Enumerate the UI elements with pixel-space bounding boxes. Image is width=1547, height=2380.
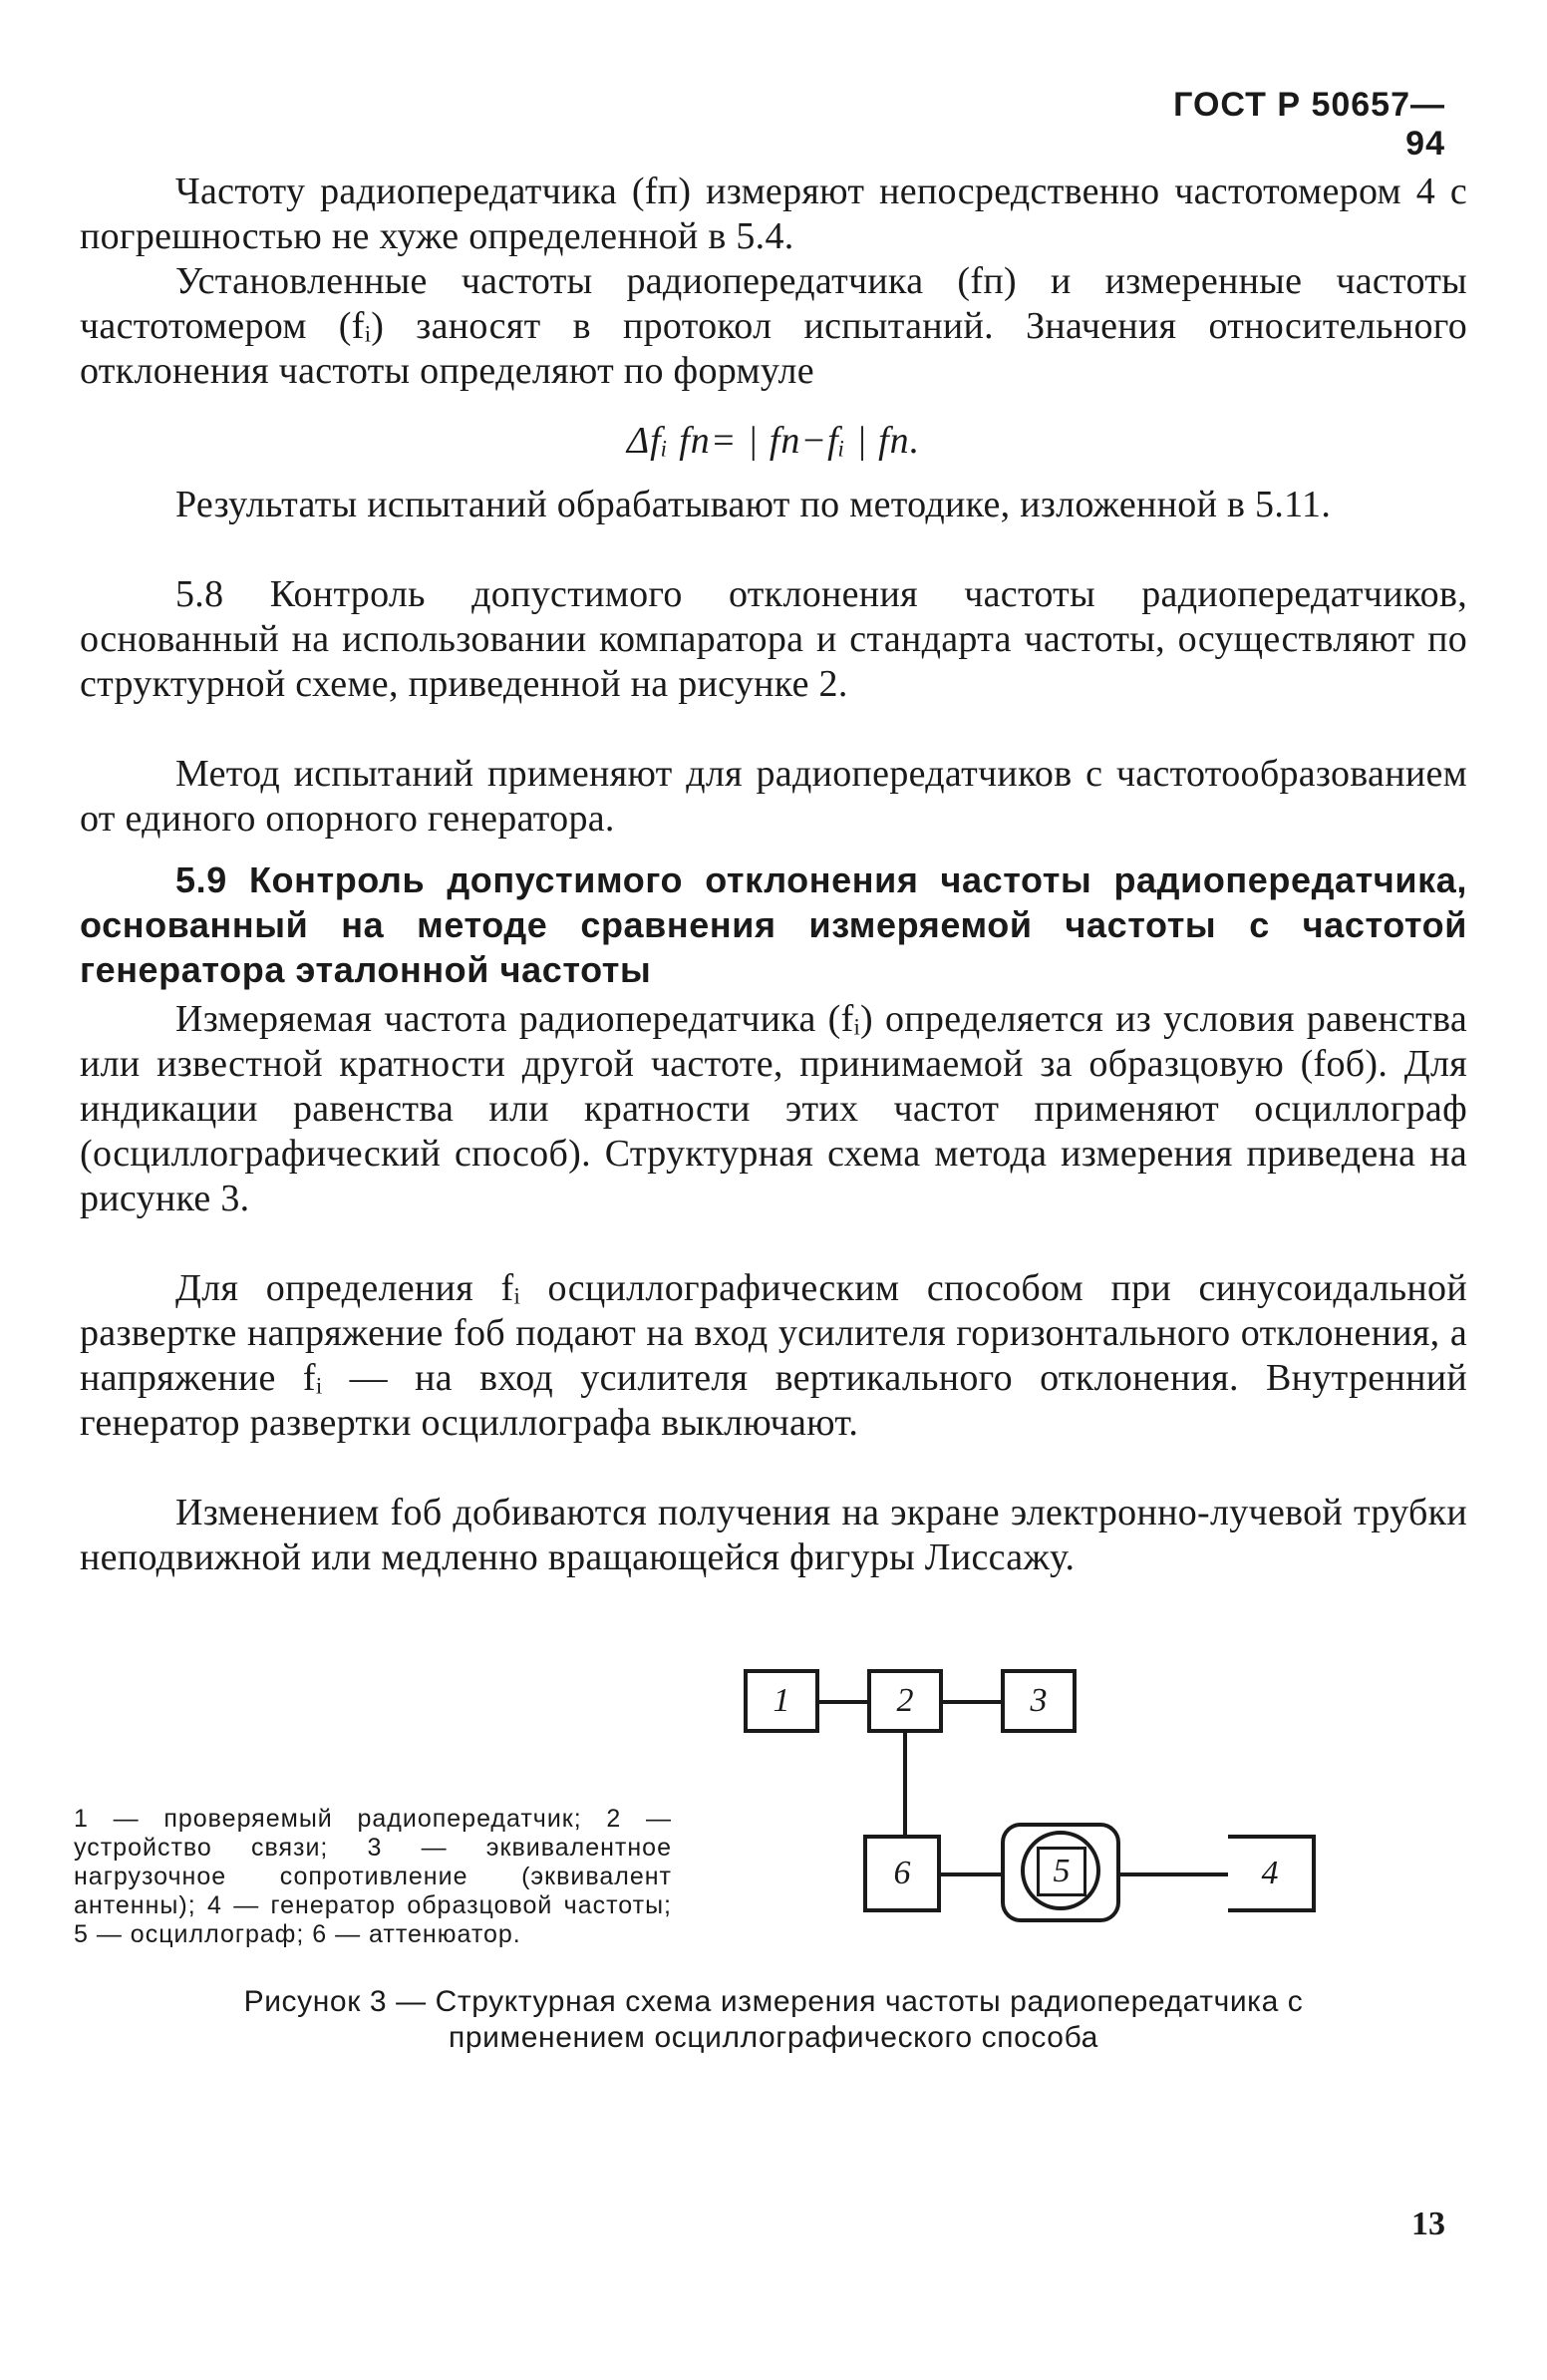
paragraph-protocol: Установленные частоты радиопередатчика (fп) и измеренные частоты частотомером (fᵢ) заносят в протокол испытаний. Значения относительного отклонения частоты определяют по формуле (80, 260, 1467, 392)
section-heading-5-9: 5.9 Контроль допустимого отклонения частоты радиопередатчика, основанный на методе сравнения измеряемой частоты с частотой генератора эталонной частоты (80, 859, 1467, 990)
block-5-label: 5 (1053, 1853, 1071, 1889)
block-2-coupling-device (867, 1669, 943, 1733)
connector-2-3 (939, 1700, 1003, 1704)
connector-1-2 (815, 1700, 869, 1704)
paragraph-results: Результаты испытаний обрабатывают по методике, изложенной в 5.11. (175, 484, 1332, 525)
block-2-label: 2 (896, 1682, 914, 1719)
block-3-label: 3 (1030, 1682, 1048, 1719)
caption-line-1: Рисунок 3 — Структурная схема измерения частоты радиопередатчика с (243, 1985, 1304, 2018)
paragraph-frequency-measurement: Частоту радиопередатчика (fп) измеряют непосредственно частотомером 4 с погрешностью не хуже определенной в 5.4. (80, 170, 1467, 257)
block-diagram (738, 1655, 1336, 1934)
paragraph-section-5-8: 5.8 Контроль допустимого отклонения частоты радиопередатчиков, основанный на использовании компаратора и стандарта частоты, осуществляют по структурной схеме, приведенной на рисунке 2. (80, 573, 1467, 705)
connector-2-6 (903, 1731, 907, 1837)
block-6-attenuator (863, 1835, 941, 1912)
caption-line-2: применением осциллографического способа (449, 2021, 1098, 2054)
block-6-label: 6 (893, 1855, 911, 1891)
block-1-label: 1 (773, 1682, 790, 1719)
block-4-reference-generator (1228, 1835, 1316, 1912)
block-4-label: 4 (1261, 1855, 1279, 1891)
document-header: ГОСТ Р 50657—94 (1173, 86, 1445, 163)
figure-caption (80, 1984, 1467, 2056)
paragraph-lissajous: Изменением fоб добиваются получения на экране электронно-лучевой трубки неподвижной или медленно вращающейся фигуры Лиссажу. (80, 1492, 1467, 1578)
figure-legend: 1 — проверяемый радиопередатчик; 2 — устройство связи; 3 — эквивалентное нагрузочное сопротивление (эквивалент антенны); 4 — генератор образцовой частоты; 5 — осциллограф; 6 — аттенюатор. (74, 1805, 672, 1948)
paragraph-oscillograph-method: Для определения fᵢ осциллографическим способом при синусоидальной развертке напряжение fоб подают на вход усилителя горизонтального отклонения, а напряжение fᵢ — на вход усилителя вертикального отклонения. Внутренний генератор развертки осциллографа выключают. (80, 1267, 1467, 1444)
block-3-equivalent-load (1001, 1669, 1077, 1733)
connector-6-5 (937, 1872, 1003, 1876)
paragraph-method: Метод испытаний применяют для радиопередатчиков с частотообразованием от единого опорного генератора. (80, 753, 1467, 840)
connector-5-4 (1116, 1872, 1230, 1876)
block-5-inner (1037, 1847, 1086, 1896)
block-1-transmitter (744, 1669, 819, 1733)
page-number: 13 (1411, 2206, 1445, 2242)
paragraph-measured-frequency: Измеряемая частота радиопередатчика (fᵢ) определяется из условия равенства или известной кратности другой частоте, принимаемой за образцовую (fоб). Для индикации равенства или кратности этих частот применяют осциллограф (осциллографический способ). Структурная схема метода измерения приведена на рисунке 3. (80, 998, 1467, 1219)
formula-relative-deviation: Δfᵢ fп= | fп−fᵢ | fп. (626, 420, 921, 462)
